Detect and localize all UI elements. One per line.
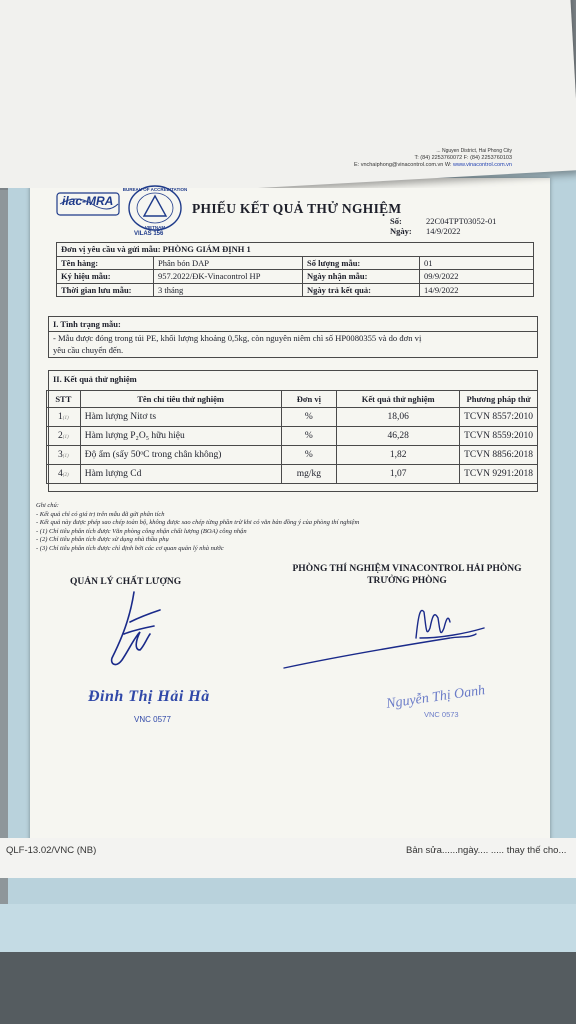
info-value: 3 tháng: [154, 283, 303, 297]
column-header: Phương pháp thử: [460, 391, 538, 408]
unit: %: [281, 446, 337, 465]
email-web-line: [354, 162, 512, 169]
method: TCVN 9291:2018: [460, 465, 538, 484]
column-header: STT: [47, 391, 81, 408]
ilac-logo-text: [62, 194, 113, 208]
lab-name: PHÒNG THÍ NGHIỆM VINACONTROL HẢI PHÒNG: [292, 564, 522, 574]
stt-value: 4: [58, 469, 63, 479]
result: 46,28: [337, 427, 460, 446]
condition-text: - Mẫu được đóng trong túi PE, khối lượng khoảng 0,5kg, còn nguyên niêm chì số HP0080355 và do đơn vị: [53, 333, 422, 343]
info-value: Phân bón DAP: [154, 256, 303, 270]
left-signature: [100, 588, 180, 688]
document-title: PHIẾU KẾT QUẢ THỬ NGHIỆM: [192, 201, 402, 216]
result: 1,07: [337, 465, 460, 484]
stt-value: 3: [58, 450, 63, 460]
table-row: [47, 427, 538, 446]
table-row: [47, 408, 538, 427]
test-name: Độ ẩm (sấy 50ᵒC trong chân không): [80, 446, 281, 465]
right-signer-name-stamp: Nguyễn Thị Oanh: [385, 683, 487, 712]
info-label: Số lượng mẫu:: [303, 256, 420, 270]
stt-cell: [47, 446, 81, 465]
sample-info-table: [56, 242, 534, 297]
footnote-mark: (2): [62, 473, 69, 478]
info-value: 14/9/2022: [420, 283, 534, 297]
boa-seal-logo: [122, 184, 188, 236]
form-code: QLF-13.02/VNC (NB): [6, 845, 97, 856]
column-header: Kết quả thử nghiệm: [337, 391, 460, 408]
result: 18,06: [337, 408, 460, 427]
note-line: - (2) Chỉ tiêu phân tích được sử dụng nhà thầu phụ: [36, 536, 169, 544]
accreditation-logos: [56, 186, 196, 236]
desk-bottom: [0, 952, 576, 1024]
column-header: Đơn vị: [281, 391, 337, 408]
requester-cell: Đơn vị yêu cầu và gửi mẫu: PHÒNG GIÁM ĐỊNH 1: [57, 243, 534, 257]
stt-cell: [47, 465, 81, 484]
note-line: - Kết quả này được phép sao chép toàn bộ, không được sao chép từng phần trừ khi có văn bản đồng ý của phòng thí nghiệm: [36, 519, 360, 527]
number-value: 22C04TPT03052-01: [426, 216, 497, 226]
test-name: Hàm lượng Nitơ ts: [80, 408, 281, 427]
table-row: [57, 243, 534, 257]
table-row: [47, 465, 538, 484]
right-signer-code: VNC 0573: [424, 710, 459, 719]
ilac-label: ilac-MRA: [62, 194, 114, 208]
section-heading: II. Kết quả thử nghiệm: [53, 374, 137, 384]
method: TCVN 8856:2018: [460, 446, 538, 465]
folder-edge: [0, 904, 576, 952]
address-line: ... Nguyen District, Hai Phong City: [436, 148, 512, 154]
unit: %: [281, 427, 337, 446]
column-header: Tên chỉ tiêu thử nghiệm: [80, 391, 281, 408]
stt-cell: [47, 427, 81, 446]
table-row: [57, 256, 534, 270]
table-row: [57, 270, 534, 284]
info-value: 957.2022/ĐK-Vinacontrol HP: [154, 270, 303, 284]
info-label: Tên hàng:: [57, 256, 154, 270]
sample-condition-section: [48, 316, 538, 358]
company-address: [354, 148, 512, 169]
stt-value: 2: [58, 431, 63, 441]
footnote-mark: (1): [62, 454, 69, 459]
info-value: 09/9/2022: [420, 270, 534, 284]
head-title: TRƯỞNG PHÒNG: [367, 576, 447, 586]
info-label: Thời gian lưu mẫu:: [57, 283, 154, 297]
section-heading: I. Tình trạng mẫu:: [49, 317, 537, 332]
quality-manager-title: QUẢN LÝ CHẤT LƯỢNG: [70, 577, 182, 587]
footnote-mark: (1): [62, 435, 69, 440]
info-label: Ký hiệu mẫu:: [57, 270, 154, 284]
method: TCVN 8557:2010: [460, 408, 538, 427]
website-link[interactable]: www.vinacontrol.com.vn: [453, 162, 512, 168]
unit: %: [281, 408, 337, 427]
vilas-number: VILAS 156: [134, 231, 164, 237]
stt-cell: [47, 408, 81, 427]
seal-bottom-text: VIETNAM: [144, 225, 166, 230]
date-label: Ngày:: [390, 226, 412, 236]
revision-note: Bản sửa......ngày.... ..... thay thế cho...: [406, 845, 567, 856]
footer-strip: [0, 838, 576, 878]
document-number-block: [390, 216, 496, 236]
seal-ring-text: BUREAU OF ACCREDITATION: [122, 187, 188, 192]
info-value: 01: [420, 256, 534, 270]
left-signer-code: VNC 0577: [134, 715, 171, 724]
condition-text: yêu cầu chuyển đến.: [53, 345, 124, 355]
note-line: - (1) Chỉ tiêu phân tích được Văn phòng công nhận chất lượng (BOA) công nhận: [36, 527, 247, 535]
phone-fax-line: T: (84) 2253760072 F: (84) 2253760103: [414, 155, 512, 161]
lab-head-title: [272, 563, 542, 587]
table-row: [47, 446, 538, 465]
info-label: Ngày trả kết quả:: [303, 283, 420, 297]
method: TCVN 8559:2010: [460, 427, 538, 446]
date-value: 14/9/2022: [426, 226, 461, 236]
right-signature: [280, 598, 520, 678]
test-name: Hàm lượng P₂O₅ hữu hiệu: [80, 427, 281, 446]
note-line: - Kết quả chỉ có giá trị trên mẫu đã gửi phân tích: [36, 510, 165, 518]
notes-block: [36, 502, 359, 554]
test-name: Hàm lượng Cd: [80, 465, 281, 484]
note-line: - (3) Chỉ tiêu phân tích được chỉ định bởi các cơ quan quản lý nhà nước: [36, 544, 224, 552]
result: 1,82: [337, 446, 460, 465]
email-text: E: vnchaiphong@vinacontrol.com.vn W:: [353, 162, 453, 168]
number-label: Số:: [390, 216, 402, 226]
left-signer-name-stamp: Đinh Thị Hải Hà: [88, 688, 210, 705]
info-label: Ngày nhận mẫu:: [303, 270, 420, 284]
notes-heading: Ghi chú:: [36, 502, 59, 509]
stt-value: 1: [58, 412, 63, 422]
unit: mg/kg: [281, 465, 337, 484]
footnote-mark: (1): [62, 416, 69, 421]
results-table: [46, 390, 538, 484]
table-row: [57, 283, 534, 297]
table-header-row: [47, 391, 538, 408]
